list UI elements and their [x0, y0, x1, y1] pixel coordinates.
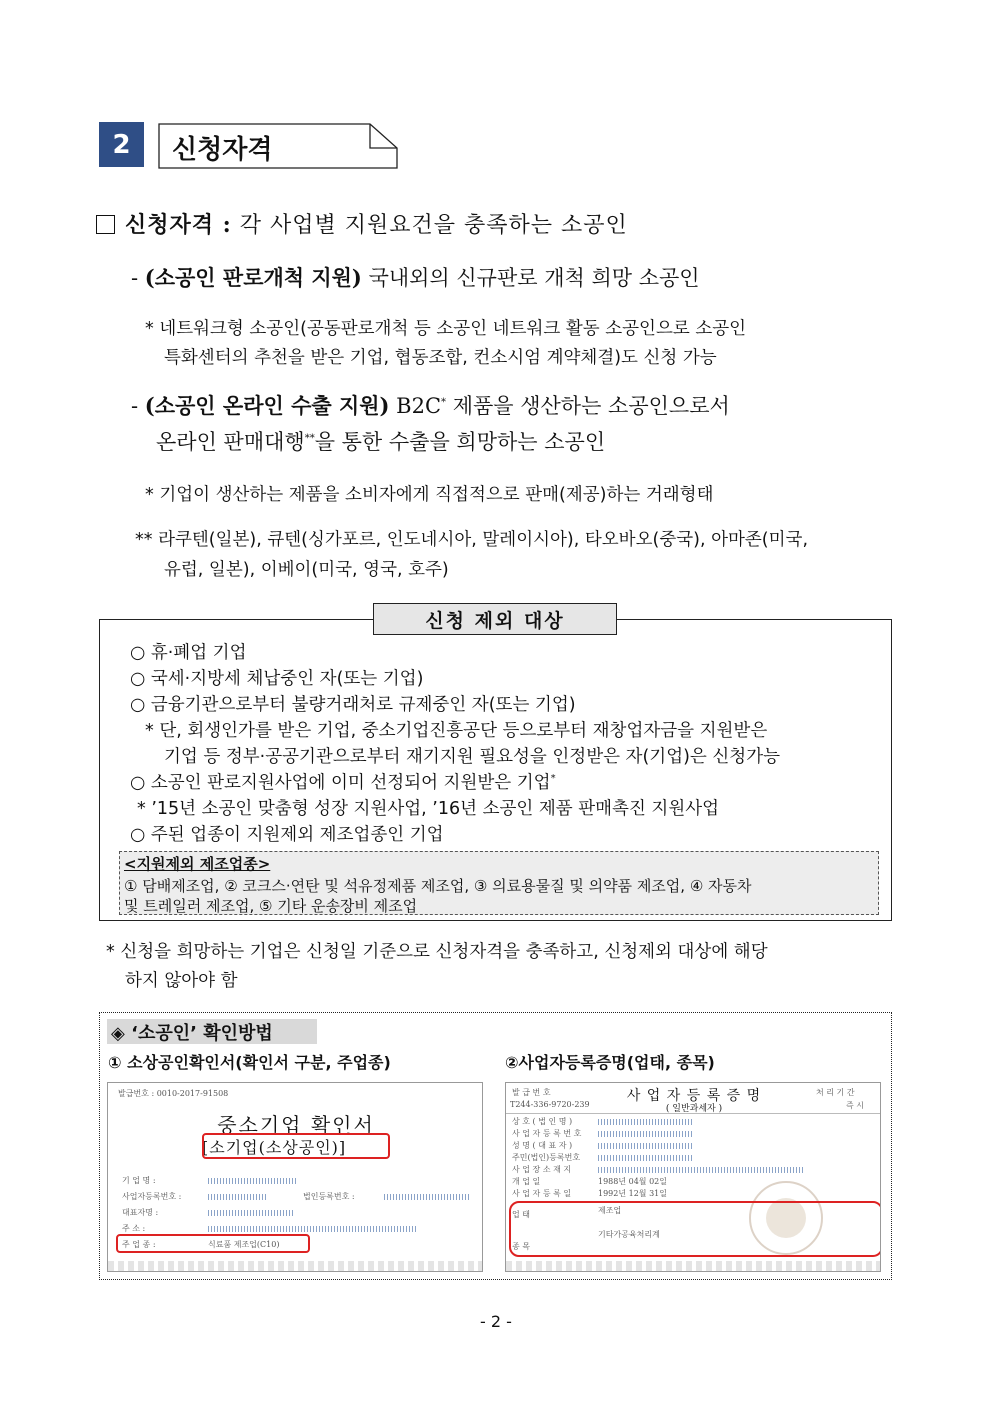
doc2-item: 기타가공육처리계	[598, 1230, 660, 1239]
confirm-caption-2: ②사업자등록증명(업태, 종목)	[505, 1053, 715, 1072]
torn-edge	[506, 1261, 880, 1271]
doc2-row-label: 성 명 ( 대 표 자 )	[512, 1141, 573, 1150]
exclusion-item	[130, 769, 556, 794]
item1-note-line1: * 네트워크형 소공인(공동판로개척 등 소공인 네트워크 활동 소공인으로 소공인	[145, 319, 747, 339]
section-number: 2	[99, 122, 144, 167]
qualification-label: 신청자격 :	[125, 212, 232, 238]
doc1-title: 중소기업 확인서	[217, 1113, 375, 1137]
footnote-line1: * 신청을 희망하는 기업은 신청일 기준으로 신청자격을 충족하고, 신청제외 대상에 해당	[106, 942, 768, 962]
item2-dash: -	[131, 394, 139, 418]
redaction	[384, 1194, 470, 1200]
redaction	[208, 1226, 418, 1232]
excluded-industries-line1: ① 담배제조업, ② 코크스·연탄 및 석유정제품 제조업, ③ 의료용물질 및 의약품 제조업, ④ 자동차	[124, 877, 752, 895]
doc2-value: T244-336-9720-239	[510, 1100, 590, 1109]
doc1-field: 주 소 :	[122, 1224, 146, 1233]
doc1-field: 주 업 종 :	[122, 1240, 156, 1249]
exclusion-item: ○ 주된 업종이 지원제외 제조업종인 기업	[130, 825, 444, 845]
doc2-row-label: 상 호 ( 법 인 명 )	[512, 1117, 573, 1126]
redaction	[208, 1194, 268, 1200]
doc2-title: 사 업 자 등 록 증 명	[626, 1088, 762, 1104]
qualification-text: 각 사업별 지원요건을 충족하는 소공인	[239, 213, 628, 238]
excluded-industries-title: <지원제외 제조업종>	[124, 855, 271, 873]
item2-sup-b: **	[304, 433, 315, 444]
redaction	[598, 1131, 693, 1137]
doc2-field: 처 리 기 간	[816, 1088, 855, 1097]
doc2-row-label: 주민(법인)등록번호	[512, 1153, 581, 1162]
item2-line2-a: 온라인 판매대행	[156, 430, 305, 454]
doc1-field: 기 업 명 :	[122, 1176, 156, 1185]
highlight-box	[202, 1133, 390, 1159]
doc1-issue-no: 발급번호 : 0010-2017-91508	[118, 1089, 229, 1098]
footnote-line2: 하지 않아야 함	[125, 971, 238, 991]
item2-text-b: 제품을 생산하는 소공인으로서	[446, 394, 730, 418]
item2-line2	[156, 426, 605, 456]
redaction	[598, 1155, 693, 1161]
doc2-row-label: 사 업 자 등 록 번 호	[512, 1129, 582, 1138]
exclusion-note: * ’15년 소공인 맞춤형 성장 지원사업, ’16년 소공인 제품 판매촉진 지원사업	[137, 799, 720, 819]
doc2-row-label: 업 태	[512, 1210, 530, 1219]
doc1-subtitle: [소기업(소상공인)]	[202, 1138, 347, 1157]
item2-sup-a: *	[441, 397, 447, 408]
item1-text: 국내외의 신규판로 개척 희망 소공인	[368, 266, 700, 290]
exclusion-note: * 단, 회생인가를 받은 기업, 중소기업진흥공단 등으로부터 재창업자금을 지원받은	[145, 721, 768, 741]
business-registration-image	[505, 1082, 881, 1272]
exclusion-sup: *	[550, 773, 556, 785]
doc2-row-label: 개 업 일	[512, 1177, 541, 1186]
highlight-box	[509, 1201, 881, 1257]
exclusion-item: ○ 휴·폐업 기업	[130, 643, 247, 663]
sme-certificate-image	[107, 1082, 483, 1272]
item2-note2-line1: ** 라쿠텐(일본), 큐텐(싱가포르, 인도네시아, 말레이시아), 타오바오(중국), 아마존(미국,	[135, 530, 809, 550]
item2-bold: (소공인 온라인 수출 지원)	[144, 393, 390, 418]
doc2-open-date: 1988년 04월 02일	[598, 1177, 667, 1186]
item2-line1	[131, 390, 730, 420]
exclusion-title: 신청 제외 대상	[373, 603, 617, 635]
doc2-value: 즉 시	[846, 1101, 864, 1110]
confirm-caption-1: ① 소상공인확인서(확인서 구분, 주업종)	[108, 1053, 391, 1072]
doc1-field: 대표자명 :	[122, 1208, 159, 1217]
item1-bold: (소공인 판로개척 지원)	[144, 265, 362, 290]
item2-line2-b: 을 통한 수출을 희망하는 소공인	[314, 430, 606, 454]
item1-dash: -	[131, 266, 139, 290]
item1-note-line2: 특화센터의 추천을 받은 기업, 협동조합, 컨소시엄 계약체결)도 신청 가능	[164, 348, 717, 368]
excluded-industries-line2: 및 트레일러 제조업, ⑤ 기타 운송장비 제조업	[124, 897, 418, 915]
item2-note1: * 기업이 생산하는 제품을 소비자에게 직접적으로 판매(제공)하는 거래형태	[145, 485, 714, 505]
excluded-industries-box	[119, 851, 879, 915]
item2-note2-line2: 유럽, 일본), 이베이(미국, 영국, 호주)	[164, 560, 449, 580]
doc2-field: 발 급 번 호	[512, 1088, 551, 1097]
highlight-box	[116, 1234, 310, 1253]
exclusion-item: ○ 국세·지방세 체납중인 자(또는 기업)	[130, 669, 424, 689]
doc1-main-industry: 식료품 제조업(C10)	[208, 1240, 280, 1249]
exclusion-item-text: ○ 소공인 판로지원사업에 이미 선정되어 지원받은 기업	[130, 773, 551, 793]
redaction	[598, 1143, 693, 1149]
doc2-row-label: 종 목	[512, 1242, 530, 1251]
torn-edge	[108, 1261, 482, 1271]
section-title-box	[158, 123, 398, 169]
redaction	[598, 1167, 803, 1173]
doc2-row-label: 사 업 장 소 재 지	[512, 1165, 572, 1174]
doc2-biz-type: 제조업	[598, 1206, 622, 1215]
checkbox-icon	[96, 215, 115, 234]
doc2-row-label: 사 업 자 등 록 일	[512, 1189, 572, 1198]
redaction	[208, 1178, 298, 1184]
exclusion-note: 기업 등 정부·공공기관으로부터 재기지원 필요성을 인정받은 자(기업)은 신청가능	[164, 747, 781, 767]
confirm-method-title: ◈ ‘소공인’ 확인방법	[107, 1019, 317, 1044]
doc2-reg-date: 1992년 12월 31일	[598, 1189, 667, 1198]
item1-line	[131, 262, 700, 292]
section-title: 신청자격	[172, 135, 273, 165]
page-number: - 2 -	[480, 1312, 512, 1331]
doc1-field: 법인등록번호 :	[303, 1192, 355, 1201]
item2-text-a: B2C	[396, 394, 442, 418]
redaction	[598, 1119, 693, 1125]
exclusion-item: ○ 금융기관으로부터 불량거래처로 규제중인 자(또는 기업)	[130, 695, 576, 715]
doc2-subtitle: ( 일반과세자 )	[665, 1104, 723, 1114]
doc1-field: 사업자등록번호 :	[122, 1192, 182, 1201]
qualification-line	[96, 208, 628, 239]
redaction	[208, 1210, 294, 1216]
